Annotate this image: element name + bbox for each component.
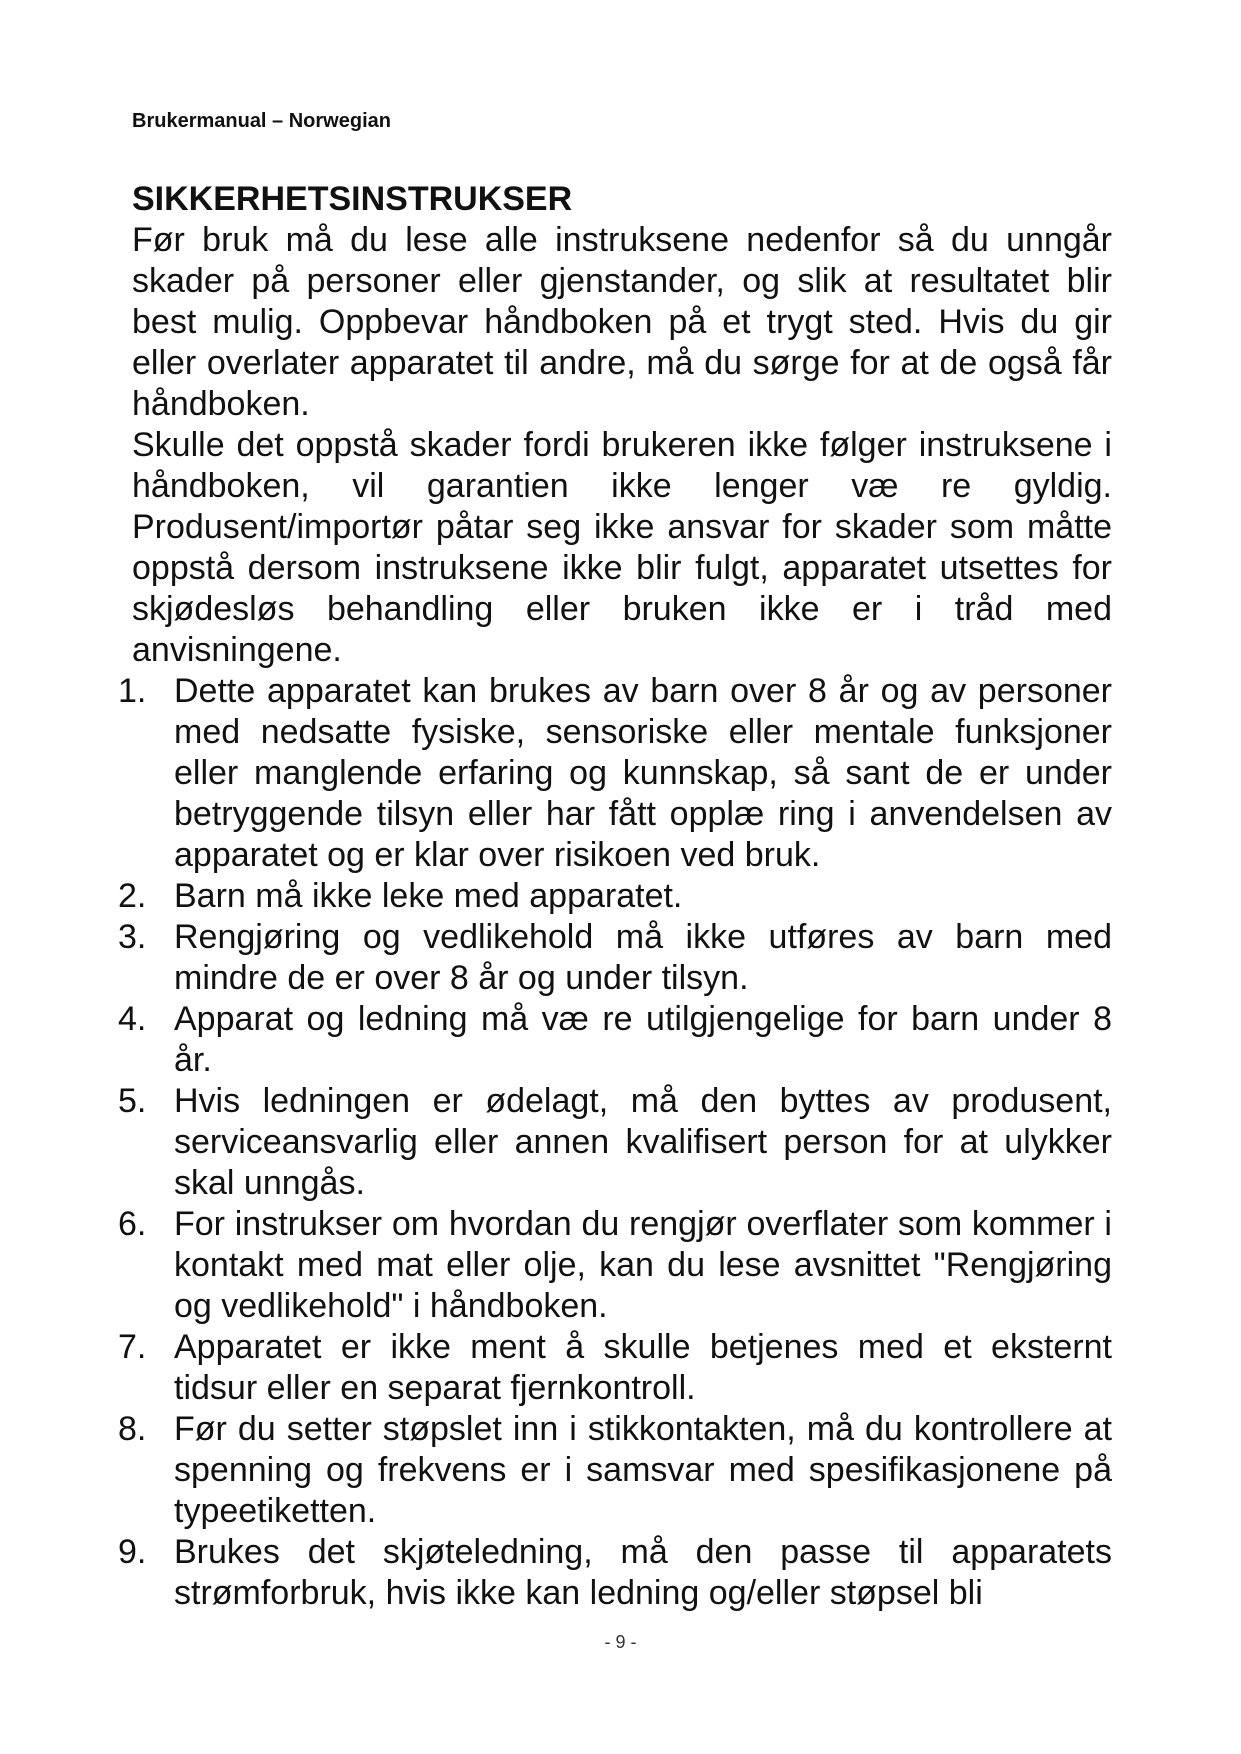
item-text: Barn må ikke leke med apparatet.	[174, 877, 683, 915]
item-text: Før du setter støpslet inn i stikkontakten, må du kontrollere at spenning og frekvens er i samsvar med spesifikasjonene på typeetiketten.	[174, 1410, 1112, 1530]
item-text: Apparatet er ikke ment å skulle betjenes med et eksternt tidsur eller en separat fjernkontroll.	[174, 1328, 1112, 1407]
section-title: SIKKERHETSINSTRUKSER	[132, 180, 573, 218]
list-item	[118, 876, 1112, 917]
intro-paragraph-1: Før bruk må du lese alle instruksene nedenfor så du unngår skader på personer eller gjenstander, og slik at resultatet blir best mulig. Oppbevar håndboken på et trygt sted. Hvis du gir eller overlater apparatet til andre, må du sørge for at de også får håndboken.	[132, 221, 1112, 423]
item-number: 1.	[118, 672, 147, 710]
item-number: 7.	[118, 1328, 147, 1366]
item-text: Rengjøring og vedlikehold må ikke utføres av barn med mindre de er over 8 år og under tilsyn.	[174, 918, 1112, 997]
item-number: 6.	[118, 1205, 147, 1243]
document-body	[118, 178, 1112, 1614]
list-item	[118, 671, 1112, 876]
item-number: 3.	[118, 918, 147, 956]
item-number: 5.	[118, 1082, 147, 1120]
item-number: 8.	[118, 1410, 147, 1448]
list-item	[118, 1409, 1112, 1532]
page-header: Brukermanual – Norwegian	[132, 110, 391, 132]
item-text: For instrukser om hvordan du rengjør overflater som kommer i kontakt med mat eller olje, kan du lese avsnittet "Rengjøring og vedlikehold" i håndboken.	[174, 1205, 1112, 1325]
item-text: Hvis ledningen er ødelagt, må den byttes av produsent, serviceansvarlig eller annen kvalifisert person for at ulykker skal unngås.	[174, 1082, 1112, 1202]
page-number: - 9 -	[604, 1632, 637, 1652]
item-text: Apparat og ledning må væ re utilgjengelige for barn under 8 år.	[174, 1000, 1112, 1079]
intro-paragraph-2: Skulle det oppstå skader fordi brukeren ikke følger instruksene i håndboken, vil garantien ikke lenger væ re gyldig. Produsent/importør påtar seg ikke ansvar for skader som måtte oppstå dersom instruksene ikke blir fulgt, apparatet utsettes for skjødesløs behandling eller bruken ikke er i tråd med anvisningene.	[132, 426, 1112, 669]
list-item	[118, 917, 1112, 999]
item-text: Dette apparatet kan brukes av barn over 8 år og av personer med nedsatte fysiske, sensoriske eller mentale funksjoner eller manglende erfaring og kunnskap, så sant de er under betryggende tilsyn eller har fått opplæ ring i anvendelsen av apparatet og er klar over risikoen ved bruk.	[174, 672, 1112, 874]
list-item	[118, 1532, 1112, 1614]
item-text: Brukes det skjøteledning, må den passe til apparatets strømforbruk, hvis ikke kan ledning og/eller støpsel bli	[174, 1533, 1112, 1612]
list-item	[118, 1081, 1112, 1204]
item-number: 4.	[118, 1000, 147, 1038]
item-number: 2.	[118, 877, 147, 915]
list-item	[118, 999, 1112, 1081]
list-item	[118, 1204, 1112, 1327]
list-item	[118, 1327, 1112, 1409]
safety-instruction-list	[118, 671, 1112, 1614]
item-number: 9.	[118, 1533, 147, 1571]
